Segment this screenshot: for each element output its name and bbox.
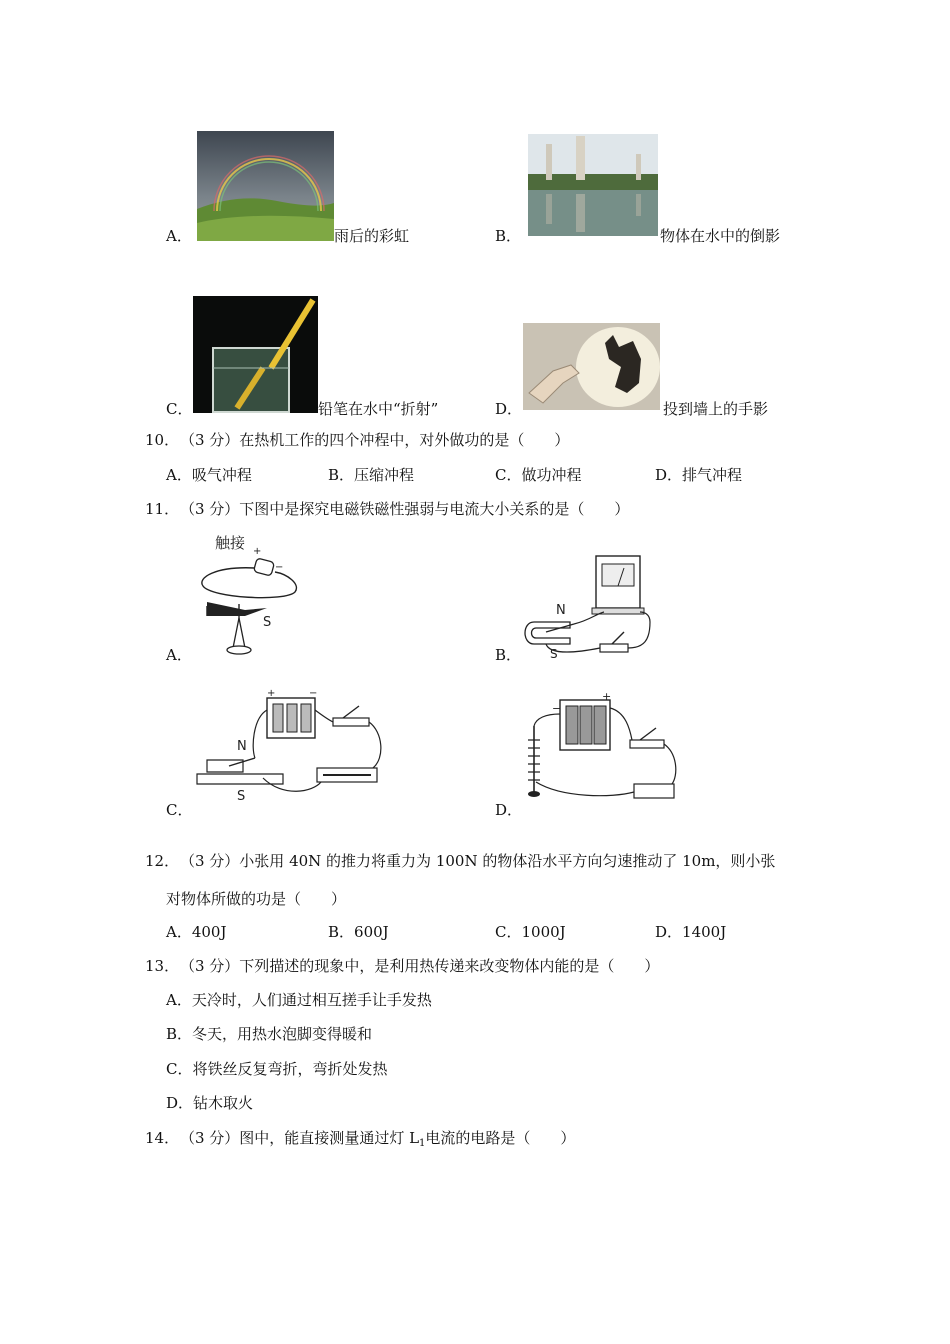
q10-option-a: A．吸气冲程 (166, 466, 252, 484)
q10-option-d: D．排气冲程 (655, 466, 743, 484)
minus-label: − (309, 688, 318, 699)
q14-stem-after: 电流的电路是（ ） (425, 1129, 576, 1147)
q14-subscript: 1 (419, 1138, 426, 1149)
q9-option-c-caption: 铅笔在水中“折射” (318, 400, 439, 418)
north-label: N (556, 603, 566, 618)
q11-number: 11． (145, 500, 180, 518)
south-label: S (237, 789, 246, 803)
q13-option-a: A．天冷时，人们通过相互搓手让手发热 (166, 991, 432, 1009)
q14-stem-before: （3 分）图中，能直接测量通过灯 L (180, 1129, 420, 1147)
q12-option-d: D．1400J (655, 923, 727, 941)
q11-stem: （3 分）下图中是探究电磁铁磁性强弱与电流大小关系的是（ ） (180, 500, 630, 518)
q11-option-d: D． (495, 801, 523, 819)
rainbow-photo (197, 131, 334, 241)
south-label: S (550, 647, 558, 661)
south-label: S (263, 615, 272, 630)
q12-stem-line2: 对物体所做的功是（ ） (166, 890, 347, 908)
q10-stem: （3 分）在热机工作的四个冲程中，对外做功的是（ ） (180, 431, 570, 449)
hand-shadow-photo (523, 323, 660, 410)
plus-label: + (267, 688, 276, 699)
q13-option-b: B．冬天，用热水泡脚变得暖和 (166, 1025, 373, 1043)
q9-option-a-caption: 雨后的彩虹 (334, 227, 410, 245)
q14-number: 14． (145, 1129, 180, 1147)
q10-number: 10． (145, 431, 180, 449)
q13-option-d: D．钻木取火 (166, 1094, 254, 1112)
q13-number: 13． (145, 957, 180, 975)
plus-label: + (602, 690, 612, 703)
q11-option-a: A． (166, 646, 192, 664)
plus-label: + (253, 546, 262, 557)
minus-label: − (552, 702, 562, 715)
q13-stem: （3 分）下列描述的现象中，是利用热传递来改变物体内能的是（ ） (180, 957, 660, 975)
q10-option-b: B．压缩冲程 (328, 466, 415, 484)
q9-option-d-letter: D． (495, 400, 523, 418)
minus-label: − (275, 562, 284, 573)
q9-option-b-caption: 物体在水中的倒影 (660, 227, 781, 245)
q9-option-c-letter: C． (166, 400, 193, 418)
q13-option-c: C．将铁丝反复弯折，弯折处发热 (166, 1060, 388, 1078)
q12-option-c: C．1000J (495, 923, 566, 941)
circuit-diagram-c (193, 688, 388, 803)
north-label: N (205, 605, 215, 620)
q12-stem-line1: （3 分）小张用 40N 的推力将重力为 100N 的物体沿水平方向匀速推动了 10m，则小张 (180, 852, 776, 870)
touch-label: 触接 (215, 534, 246, 552)
q11-option-c: C． (166, 801, 193, 819)
galvanometer-diagram (520, 552, 660, 662)
q14-stem (180, 1128, 575, 1154)
q9-option-a-letter: A． (166, 227, 192, 245)
q9-option-b-letter: B． (495, 227, 522, 245)
north-label: N (237, 739, 247, 754)
q11-option-b: B． (495, 646, 522, 664)
q9-option-d-caption: 投到墙上的手影 (663, 400, 769, 418)
pagoda-reflection-photo (528, 134, 658, 236)
q12-number: 12． (145, 852, 180, 870)
pencil-in-water-photo (193, 296, 318, 413)
q12-option-b: B．600J (328, 923, 389, 941)
q12-option-a: A．400J (166, 923, 227, 941)
q10-option-c: C．做功冲程 (495, 466, 582, 484)
circuit-diagram-d (522, 690, 682, 805)
oersted-diagram (195, 530, 305, 660)
